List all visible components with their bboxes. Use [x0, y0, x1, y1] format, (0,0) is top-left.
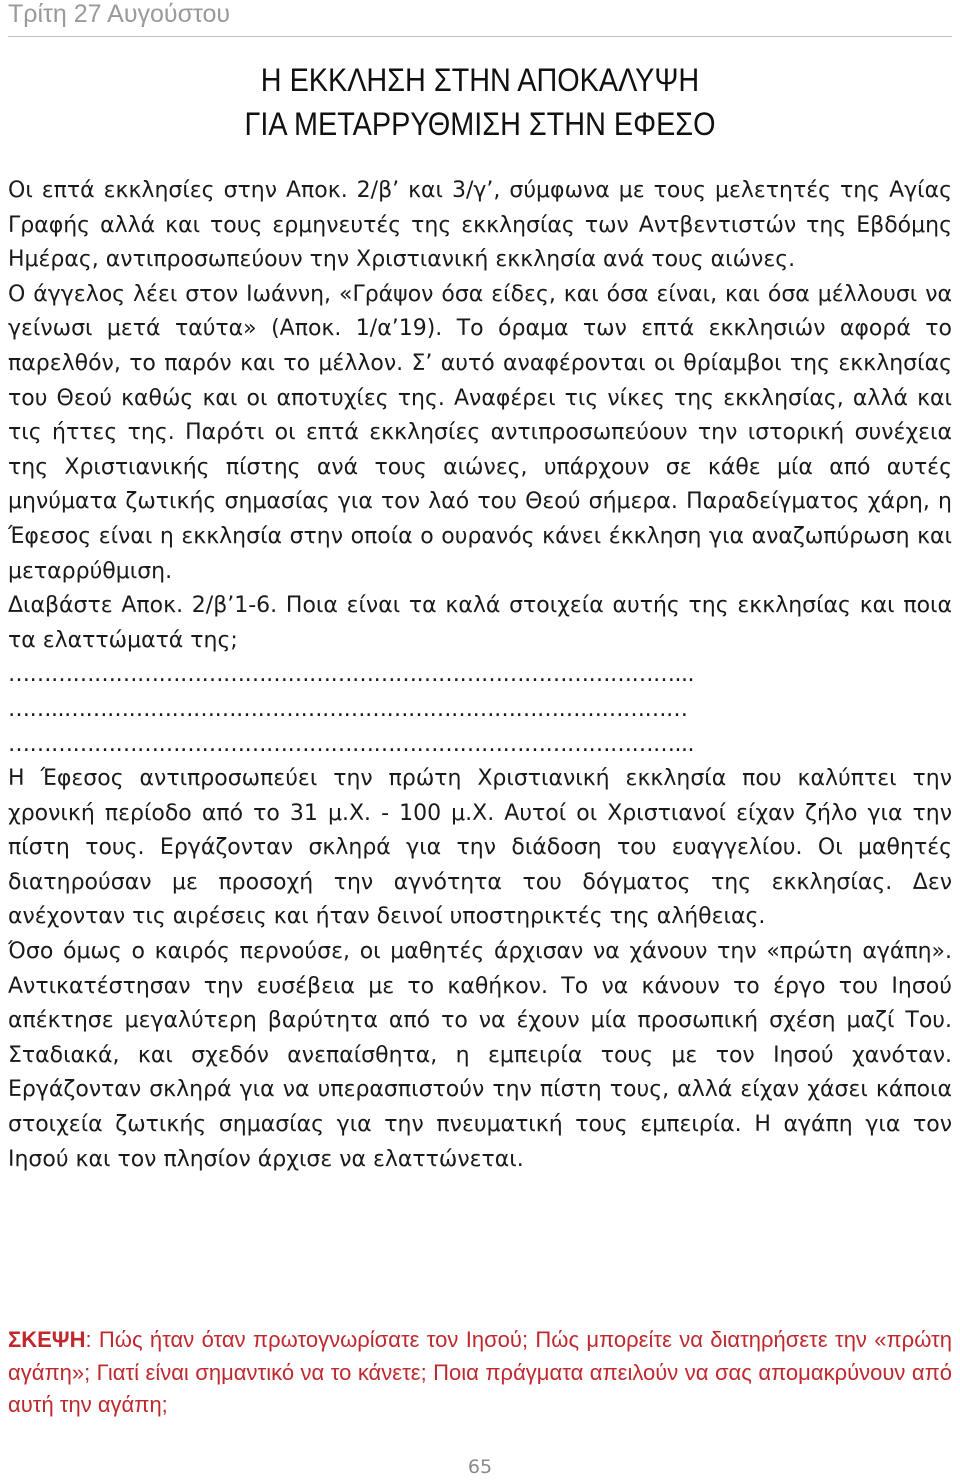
lesson-body: [8, 174, 952, 1177]
title-line-1: Η ΕΚΚΛΗΣΗ ΣΤΗΝ ΑΠΟΚΑΛΥΨΗ: [260, 62, 700, 98]
date-header: Τρίτη 27 Αυγούστου: [8, 0, 231, 28]
header-divider: [8, 36, 952, 37]
paragraph-first-love: Όσο όμως ο καιρός περνούσε, οι μαθητές άρχισαν να χάνουν την «πρώτη αγάπη». Αντικατέστησαν την ευσέβεια με το καθήκον. Το να κάνουν το έργο του Ιησού απέκτησε μεγαλύτερη βαρύτητα από το να έχουν μία προσωπική σχέση μαζί Του. Σταδιακά, και σχεδόν ανεπαίσθητα, η εμπειρία τους με τον Ιησού χανόταν. Εργάζονταν σκληρά για να υπερασπιστούν την πίστη τους, αλλά είχαν χάσει κάποια στοιχεία ζωτικής σημασίας για την πνευματική τους εμπειρία. Η αγάπη για τον Ιησού και τον πλησίον άρχισε να ελαττώνεται.: [8, 939, 952, 1172]
answer-line: …………………………………………………………………………………...: [8, 662, 694, 688]
paragraph-vision: Ο άγγελος λέει στον Ιωάννη, «Γράψον όσα είδες, και όσα είναι, και όσα μέλλουσι να γείνωσι μετά ταύτα» (Αποκ. 1/α’19). Το όραμα των επτά εκκλησιών αφορά το παρελθόν, το παρόν και το μέλλον. Σ’ αυτό αναφέρονται οι θρίαμβοι της εκκλησίας του Θεού καθώς και οι αποτυχίες της. Αναφέρει τις νίκες της εκκλησίας, αλλά και τις ήττες της. Παρότι οι επτά εκκλησίες αντιπροσωπεύουν την ιστορική συνέχεια της Χριστιανικής πίστης ανά τους αιώνες, υπάρχουν σε κάθε μία από αυτές μηνύματα ζωτικής σημασίας για τον λαό του Θεού σήμερα. Παραδείγματος χάρη, η Έφεσος είναι η εκκλησία στην οποία ο ουρανός κάνει έκκληση για αναζωπύρωση και μεταρρύθμιση.: [8, 281, 952, 584]
title-line-2: ΓΙΑ ΜΕΤΑΡΡΥΘΜΙΣΗ ΣΤΗΝ ΕΦΕΣΟ: [244, 106, 716, 142]
paragraph-intro: Οι επτά εκκλησίες στην Αποκ. 2/β’ και 3/γ’, σύμφωνα με τους μελετητές της Αγίας Γραφής αλλά και τους ερμηνευτές της εκκλησίας των Αντβεντιστών της Εβδόμης Ημέρας, αντιπροσωπεύουν την Χριστιανική εκκλησία ανά τους αιώνες.: [8, 178, 952, 273]
reflection-text: : Πώς ήταν όταν πρωτογνωρίσατε τον Ιησού; Πώς μπορείτε να διατηρήσετε την «πρώτη αγάπη»; Γιατί είναι σημαντικό να το κάνετε; Ποια πράγματα απειλούν να σας απομακρύνουν από αυτή την αγάπη;: [8, 1327, 952, 1417]
answer-line: ……..……………………………………………………………………………: [8, 696, 688, 722]
lesson-title: [48, 58, 912, 146]
paragraph-ephesus: Η Έφεσος αντιπροσωπεύει την πρώτη Χριστιανική εκκλησία που καλύπτει την χρονική περίοδο από το 31 μ.Χ. - 100 μ.Χ. Αυτοί οι Χριστιανοί είχαν ζήλο για την πίστη τους. Εργάζονταν σκληρά για την διάδοση του ευαγγελίου. Οι μαθητές διατηρούσαν με προσοχή την αγνότητα του δόγματος της εκκλησίας. Δεν ανέχονταν τις αιρέσεις και ήταν δεινοί υποστηρικτές της αλήθειας.: [8, 766, 952, 930]
page-number: 65: [467, 1456, 493, 1478]
reflection-box: [8, 1324, 952, 1422]
reflection-label: ΣΚΕΨΗ: [8, 1327, 86, 1352]
paragraph-question: Διαβάστε Αποκ. 2/β’1-6. Ποια είναι τα καλά στοιχεία αυτής της εκκλησίας και ποια τα ελαττώματά της;: [8, 593, 952, 653]
answer-line: …………………………………………………………………………………...: [8, 731, 694, 757]
